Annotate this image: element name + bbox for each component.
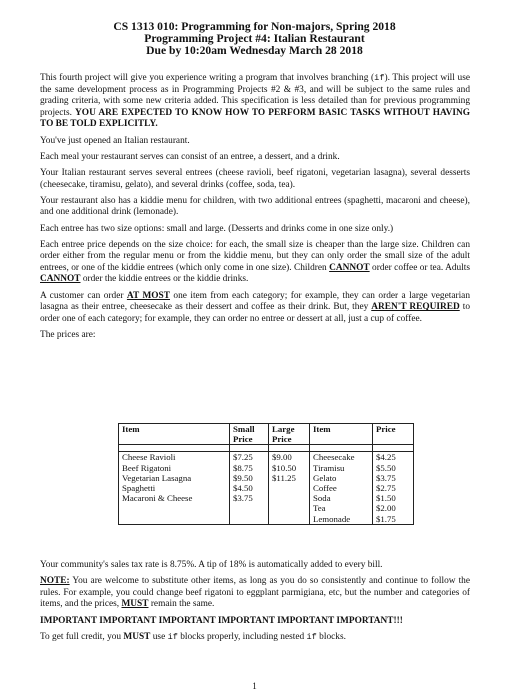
header-large: Large bbox=[269, 424, 310, 435]
table-row bbox=[119, 473, 414, 483]
other-item-price: $3.75 bbox=[373, 473, 414, 483]
paragraph-note bbox=[40, 576, 470, 611]
entree-small-price: $4.50 bbox=[230, 483, 269, 493]
entree-small-price: $8.75 bbox=[230, 463, 269, 473]
ordering-text-b: one item from each category; for example, they can order a large vegetarian lasagna as their entree, cheesecake as their dessert and coffee as their drink. But, they bbox=[40, 290, 470, 313]
ordering-at-most: AT MOST bbox=[126, 290, 170, 301]
ordering-text-a: A customer can order bbox=[40, 290, 127, 301]
credit-must: MUST bbox=[123, 631, 151, 642]
entree-name: Vegetarian Lasagna bbox=[119, 473, 230, 483]
title-project: Programming Project #4: Italian Restaurant bbox=[144, 32, 365, 46]
entree-large-price: $10.50 bbox=[269, 463, 310, 473]
note-text-a: You are welcome to substitute other items, as long as you do so consistently and continue to follow the rules. For example, you could change beef rigatoni to eggplant parmigiana, etc, but the number and categories of items, and the prices, bbox=[40, 576, 470, 610]
note-text-b: remain the same. bbox=[148, 599, 215, 610]
paragraph-meal: Each meal your restaurant serves can consist of an entree, a dessert, and a drink. bbox=[40, 151, 340, 162]
document-body bbox=[40, 73, 470, 346]
paragraph-pricing bbox=[40, 240, 470, 286]
paragraph-prices-label: The prices are: bbox=[40, 330, 96, 341]
entree-name: Macaroni & Cheese bbox=[119, 493, 230, 503]
pricing-text-a: Each entree price depends on the size choice: for each, the small size is cheaper than the large size. Children can order either from the regular menu or from the kiddie menu, but they can only order the small size of the adult entrees, or one of the kiddie entrees (which only come in one size). Children bbox=[40, 239, 470, 273]
table-row bbox=[119, 514, 414, 525]
ordering-text-c: to order one of each category; for example, they can order no entree or dessert at all, just a cup of coffee. bbox=[40, 302, 470, 324]
entree-small-price: $7.25 bbox=[230, 452, 269, 463]
intro-paragraph bbox=[40, 73, 470, 131]
document-title bbox=[60, 21, 449, 58]
paragraph-tax: Your community's sales tax rate is 8.75%. A tip of 18% is automatically added to every bill. bbox=[40, 560, 383, 570]
credit-text-b: use bbox=[150, 631, 168, 642]
table-row bbox=[119, 483, 414, 493]
other-item-name: Tea bbox=[310, 503, 373, 513]
paragraph-kiddie: Your restaurant also has a kiddie menu for children, with two additional entrees (spaghetti, macaroni and cheese), and one additional drink (lemonade). bbox=[40, 195, 470, 218]
entree-large-price bbox=[269, 483, 310, 493]
table-header-row-2 bbox=[119, 434, 414, 445]
page-number: 1 bbox=[252, 681, 257, 691]
header-small: Small bbox=[230, 424, 269, 435]
intro-text-a: This fourth project will give you experience writing a program that involves branching ( bbox=[40, 73, 375, 83]
ordering-not-required: AREN'T REQUIRED bbox=[371, 302, 460, 313]
other-item-price: $1.75 bbox=[373, 514, 414, 525]
entree-small-price: $9.50 bbox=[230, 473, 269, 483]
table-row bbox=[119, 493, 414, 503]
pricing-text-c: order the kiddie entrees or the kiddie drinks. bbox=[80, 274, 249, 285]
table-header-row bbox=[119, 424, 414, 435]
other-item-price: $2.00 bbox=[373, 503, 414, 513]
document-body-after-table bbox=[40, 560, 470, 648]
credit-text-d: blocks. bbox=[316, 631, 346, 642]
header-item-2: Item bbox=[310, 424, 373, 435]
paragraph-menu: Your Italian restaurant serves several entrees (cheese ravioli, beef rigatoni, vegetarian lasagna), several desserts (cheesecake, tiramisu, gelato), and several drinks (coffee, soda, tea). bbox=[40, 167, 470, 190]
table-row bbox=[119, 463, 414, 473]
entree-name bbox=[119, 514, 230, 525]
header-price: Price bbox=[373, 424, 414, 435]
other-item-name: Lemonade bbox=[310, 514, 373, 525]
title-due-date: Due by 10:20am Wednesday March 28 2018 bbox=[146, 44, 363, 58]
price-table bbox=[118, 423, 414, 525]
other-item-price: $2.75 bbox=[373, 483, 414, 493]
other-item-price: $5.50 bbox=[373, 463, 414, 473]
paragraph-opened: You've just opened an Italian restaurant. bbox=[40, 135, 190, 146]
title-course: CS 1313 010: Programming for Non-majors, Spring 2018 bbox=[113, 20, 396, 33]
price-table-container bbox=[118, 423, 414, 525]
paragraph-sizes: Each entree has two size options: small and large. (Desserts and drinks come in one size only.) bbox=[40, 223, 394, 234]
entree-name: Spaghetti bbox=[119, 483, 230, 493]
pricing-cannot-2: CANNOT bbox=[40, 274, 81, 285]
pricing-text-b: order coffee or tea. Adults bbox=[369, 262, 470, 273]
entree-name bbox=[119, 503, 230, 513]
entree-large-price bbox=[269, 493, 310, 503]
table-row bbox=[119, 452, 414, 463]
entree-small-price bbox=[230, 503, 269, 513]
header-large-price: Price bbox=[269, 434, 310, 445]
other-item-name: Coffee bbox=[310, 483, 373, 493]
other-item-name: Soda bbox=[310, 493, 373, 503]
other-item-price: $4.25 bbox=[373, 452, 414, 463]
pricing-cannot-1: CANNOT bbox=[329, 262, 370, 273]
entree-large-price: $9.00 bbox=[269, 452, 310, 463]
intro-code: if bbox=[374, 73, 385, 83]
entree-small-price bbox=[230, 514, 269, 525]
paragraph-important: IMPORTANT IMPORTANT IMPORTANT IMPORTANT IMPORTANT IMPORTANT!!! bbox=[40, 615, 403, 626]
intro-emphasis: YOU ARE EXPECTED TO KNOW HOW TO PERFORM BASIC TASKS WITHOUT HAVING TO BE TOLD EXPLICITLY. bbox=[40, 107, 470, 130]
other-item-name: Cheesecake bbox=[310, 452, 373, 463]
entree-name: Cheese Ravioli bbox=[119, 452, 230, 463]
entree-large-price bbox=[269, 503, 310, 513]
credit-code-2: if bbox=[306, 631, 317, 642]
credit-text-c: blocks properly, including nested bbox=[177, 631, 307, 642]
note-must: MUST bbox=[121, 599, 149, 610]
entree-large-price bbox=[269, 514, 310, 525]
other-item-price: $1.50 bbox=[373, 493, 414, 503]
intro-text-b: ). This project will use the same development process as in Programming Projects #2 & #3, and will be subject to the same rules and grading criteria, with some new criteria added. This specification is less detailed than for previous programming projects. bbox=[40, 73, 470, 118]
credit-code-1: if bbox=[167, 631, 178, 642]
entree-name: Beef Rigatoni bbox=[119, 463, 230, 473]
header-small-price: Price bbox=[230, 434, 269, 445]
other-item-name: Tiramisu bbox=[310, 463, 373, 473]
other-item-name: Gelato bbox=[310, 473, 373, 483]
table-spacer-row bbox=[119, 445, 414, 452]
header-item: Item bbox=[119, 424, 230, 435]
entree-large-price: $11.25 bbox=[269, 473, 310, 483]
entree-small-price: $3.75 bbox=[230, 493, 269, 503]
note-label: NOTE: bbox=[40, 576, 70, 587]
credit-text-a: To get full credit, you bbox=[40, 631, 124, 642]
table-row bbox=[119, 503, 414, 513]
paragraph-ordering bbox=[40, 291, 470, 326]
paragraph-full-credit bbox=[40, 632, 470, 644]
